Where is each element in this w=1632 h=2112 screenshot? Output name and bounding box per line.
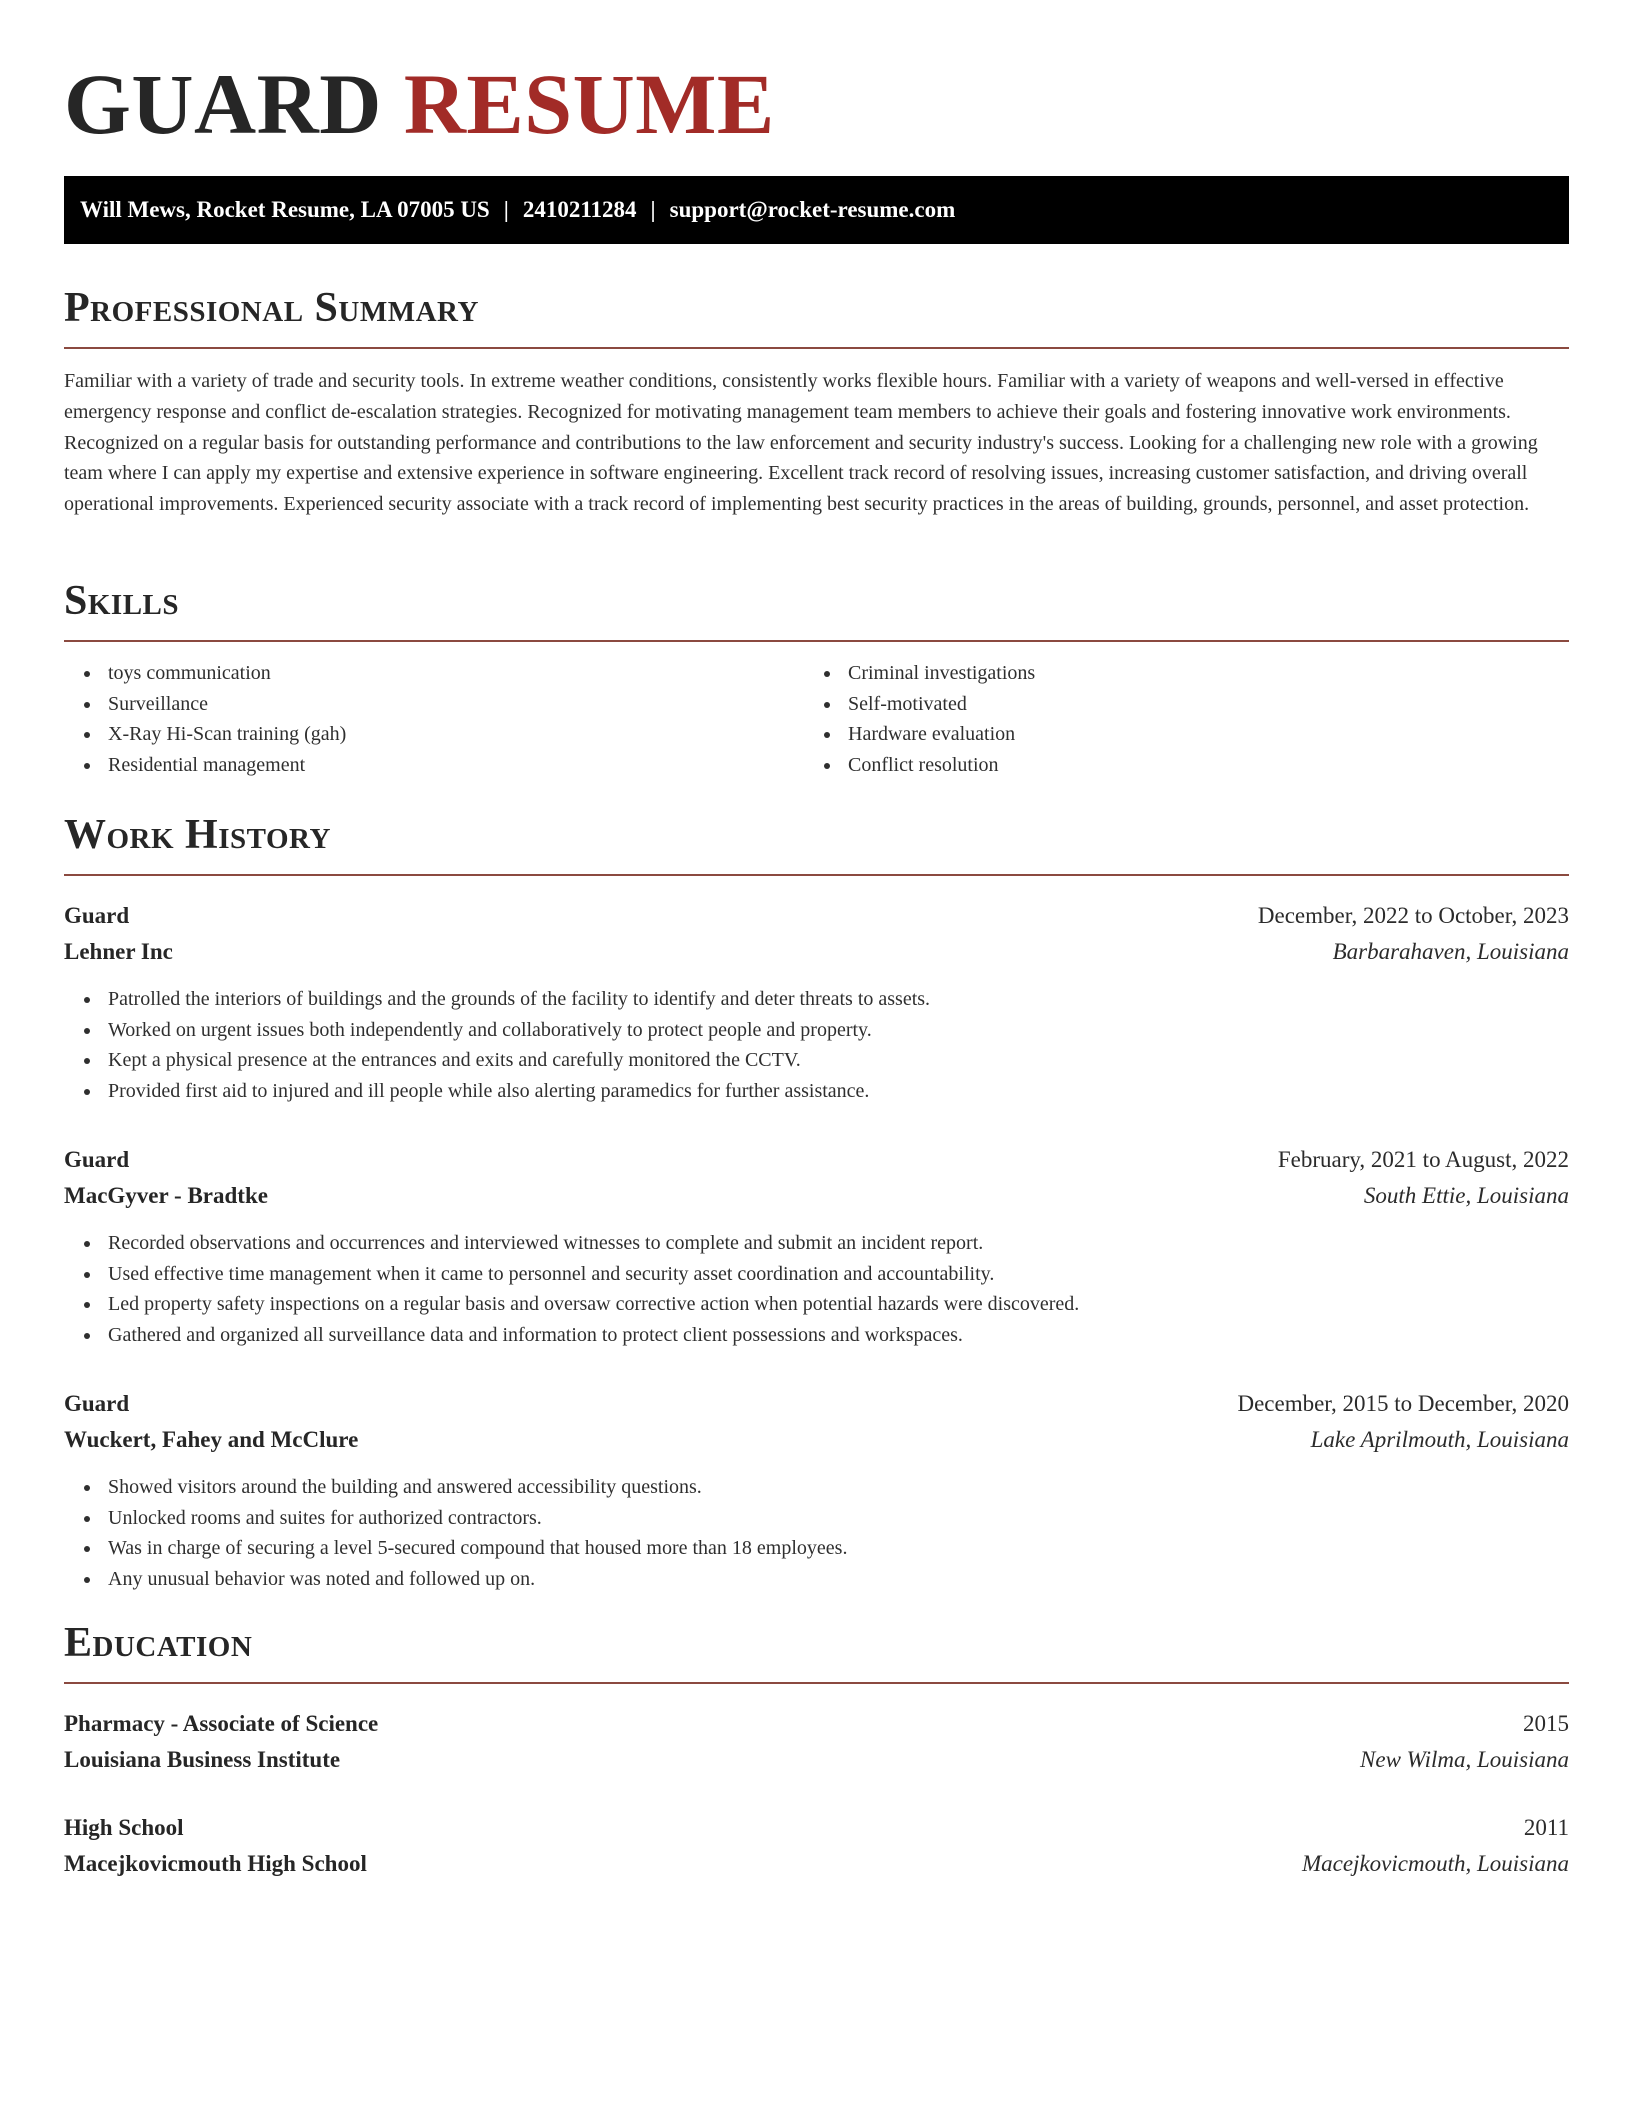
job-location: South Ettie, Louisiana — [1363, 1183, 1569, 1208]
skill-item: Hardware evaluation — [804, 719, 1544, 750]
work-history-section — [64, 810, 1569, 876]
skill-item: Conflict resolution — [804, 750, 1544, 781]
job-duties — [64, 984, 1569, 1106]
education-section — [64, 1618, 1569, 1684]
contact-address: Will Mews, Rocket Resume, LA 07005 US — [80, 197, 490, 222]
skill-item: X-Ray Hi-Scan training (gah) — [64, 719, 804, 750]
education-location: Macejkovicmouth, Louisiana — [1301, 1851, 1569, 1876]
job-location: Lake Aprilmouth, Louisiana — [1310, 1427, 1569, 1452]
job-duty: Kept a physical presence at the entrances and exits and carefully monitored the CCTV. — [64, 1045, 1569, 1076]
education-school: Macejkovicmouth High School — [64, 1851, 367, 1876]
job-duty: Recorded observations and occurrences and interviewed witnesses to complete and submit an incident report. — [64, 1228, 1569, 1259]
education-year: 2015 — [1523, 1711, 1569, 1736]
job-location: Barbarahaven, Louisiana — [1332, 939, 1569, 964]
education-entry — [64, 1706, 1569, 1778]
skill-item: Surveillance — [64, 689, 804, 720]
job-entry — [64, 1142, 1569, 1350]
job-title: Guard — [64, 1391, 130, 1416]
job-company: MacGyver - Bradtke — [64, 1183, 268, 1208]
education-location: New Wilma, Louisiana — [1360, 1747, 1569, 1772]
resume-title — [64, 58, 775, 150]
job-duty: Showed visitors around the building and answered accessibility questions. — [64, 1472, 1569, 1503]
contact-phone: 2410211284 — [522, 197, 637, 222]
education-degree: High School — [64, 1815, 184, 1840]
skill-item: toys communication — [64, 658, 804, 689]
job-duties — [64, 1228, 1569, 1350]
education-heading: Education — [64, 1618, 1569, 1684]
work-history-heading: Work History — [64, 810, 1569, 876]
skills-grid — [64, 658, 1569, 780]
job-dates: February, 2021 to August, 2022 — [1277, 1147, 1569, 1172]
contact-bar — [64, 176, 1569, 244]
job-duty: Provided first aid to injured and ill people while also alerting paramedics for further assistance. — [64, 1076, 1569, 1107]
job-duty: Led property safety inspections on a regular basis and oversaw corrective action when potential hazards were discovered. — [64, 1289, 1569, 1320]
contact-email: support@rocket-resume.com — [669, 197, 956, 222]
skill-item: Criminal investigations — [804, 658, 1544, 689]
job-dates: December, 2022 to October, 2023 — [1257, 903, 1569, 928]
skills-section — [64, 576, 1569, 780]
title-first-word: GUARD — [64, 56, 382, 152]
skill-item: Self-motivated — [804, 689, 1544, 720]
summary-text: Familiar with a variety of trade and security tools. In extreme weather conditions, consistently works flexible hours. Familiar with a variety of weapons and well-versed in effective emergency response and conflict de-escalation strategies. Recognized for motivating management team members to achieve their goals and fostering innovative work environments. Recognized on a regular basis for outstanding performance and contributions to the law enforcement and security industry's success. Looking for a challenging new role with a growing team where I can apply my expertise and extensive experience in software engineering. Excellent track record of resolving issues, increasing customer satisfaction, and driving overall operational improvements. Experienced security associate with a track record of implementing best security practices in the areas of building, grounds, personnel, and asset protection. — [64, 370, 1538, 516]
job-duty: Was in charge of securing a level 5-secured compound that housed more than 18 employees. — [64, 1533, 1569, 1564]
contact-separator: | — [650, 197, 656, 222]
education-school: Louisiana Business Institute — [64, 1747, 341, 1772]
job-dates: December, 2015 to December, 2020 — [1237, 1391, 1569, 1416]
skills-heading: Skills — [64, 576, 1569, 642]
job-entry — [64, 1386, 1569, 1594]
job-title: Guard — [64, 903, 130, 928]
education-year: 2011 — [1523, 1815, 1569, 1840]
summary-section — [64, 283, 1569, 520]
contact-separator: | — [503, 197, 509, 222]
education-entry — [64, 1810, 1569, 1882]
job-duty: Gathered and organized all surveillance data and information to protect client possessions and workspaces. — [64, 1320, 1569, 1351]
education-degree: Pharmacy - Associate of Science — [64, 1711, 379, 1736]
job-duty: Worked on urgent issues both independently and collaboratively to protect people and property. — [64, 1015, 1569, 1046]
job-company: Lehner Inc — [64, 939, 173, 964]
job-duty: Used effective time management when it came to personnel and security asset coordination and accountability. — [64, 1259, 1569, 1290]
job-company: Wuckert, Fahey and McClure — [64, 1427, 359, 1452]
job-entry — [64, 898, 1569, 1106]
job-title: Guard — [64, 1147, 130, 1172]
job-duties — [64, 1472, 1569, 1594]
job-duty: Any unusual behavior was noted and followed up on. — [64, 1564, 1569, 1595]
title-second-word: RESUME — [403, 56, 775, 152]
skills-column-left — [64, 658, 804, 780]
summary-heading: Professional Summary — [64, 283, 1569, 349]
job-duty: Patrolled the interiors of buildings and the grounds of the facility to identify and deter threats to assets. — [64, 984, 1569, 1015]
job-duty: Unlocked rooms and suites for authorized contractors. — [64, 1503, 1569, 1534]
skill-item: Residential management — [64, 750, 804, 781]
skills-column-right — [804, 658, 1544, 780]
